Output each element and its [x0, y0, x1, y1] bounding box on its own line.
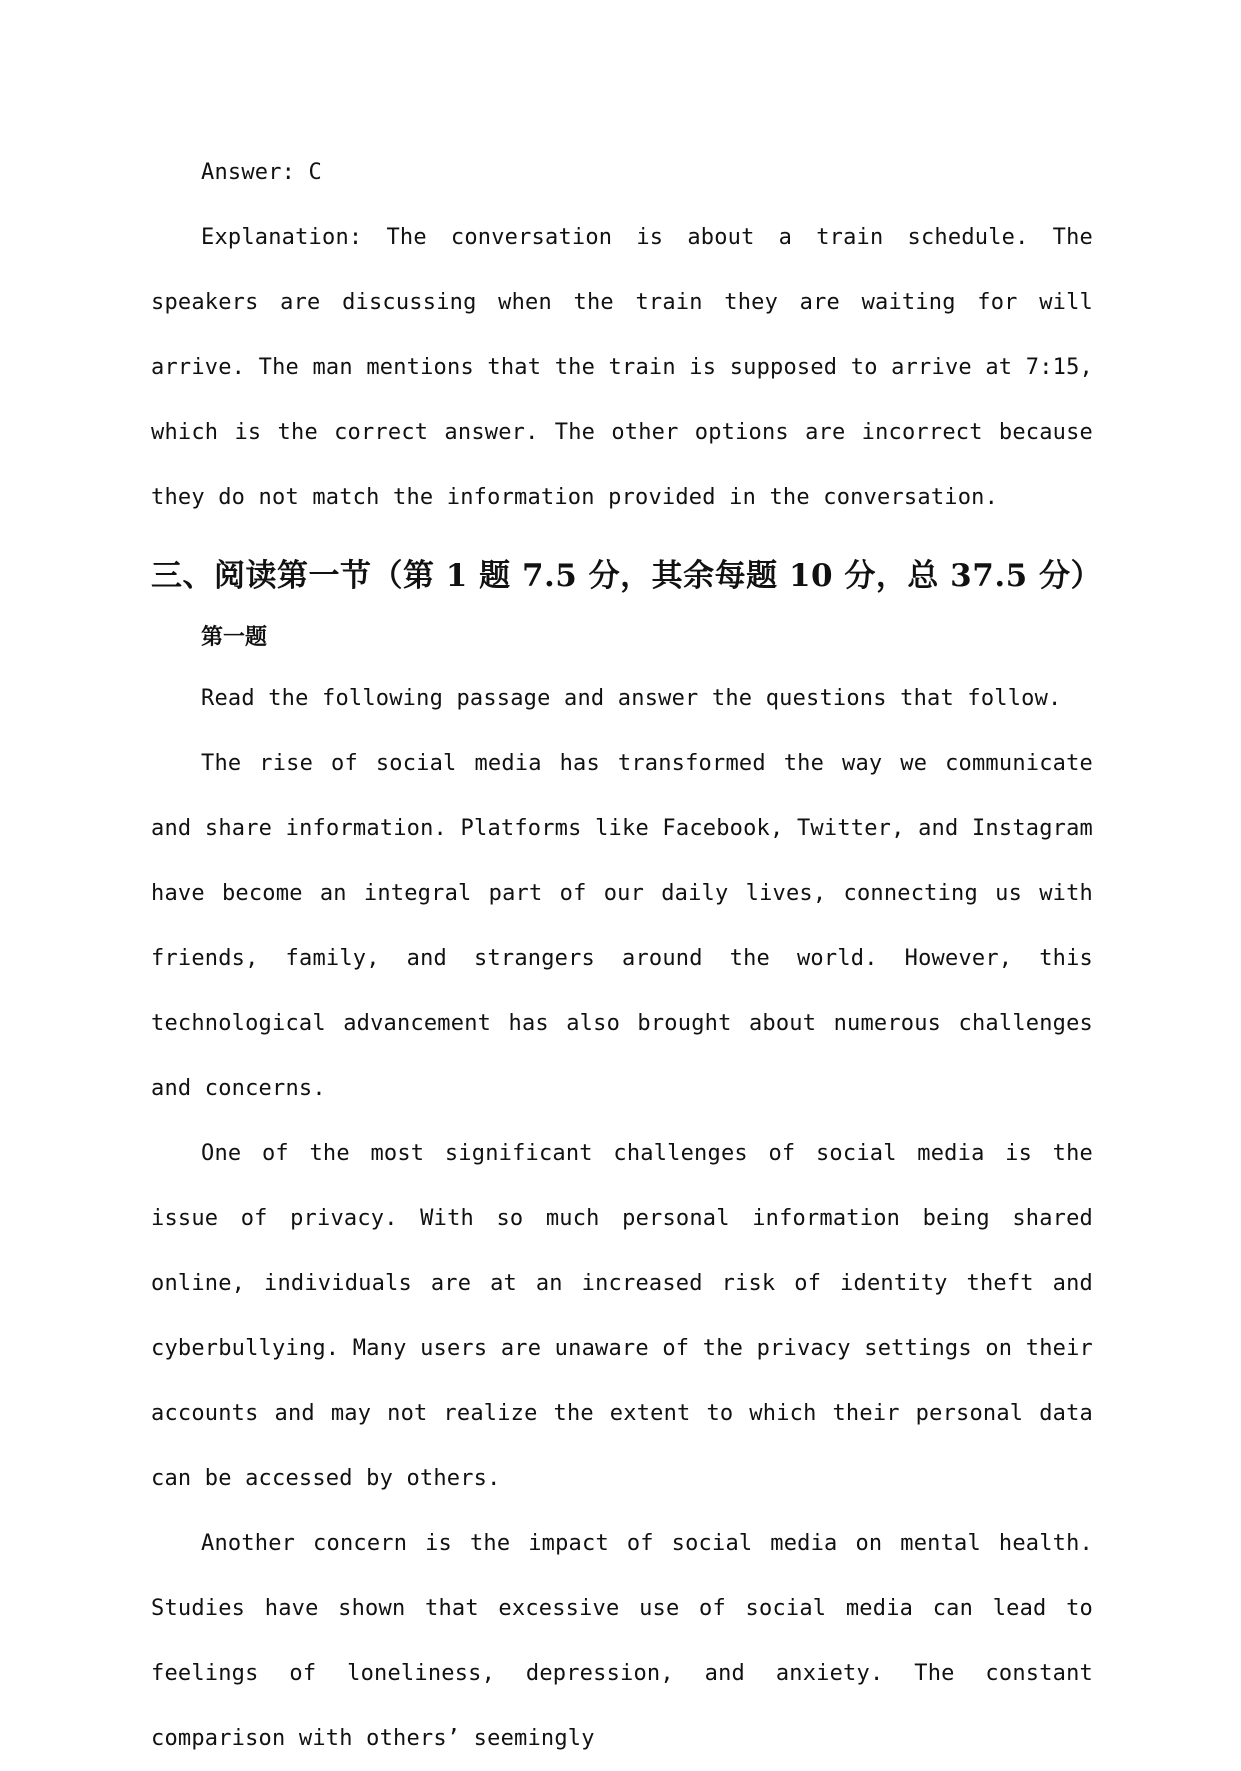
answer-line: Answer: C	[201, 160, 323, 185]
passage-paragraph-1: The rise of social media has transformed the way we communicate and share information. Platforms like Facebook, Twitter, and Instagram have become an integral part of our daily lives, connecting us with friends, family, and strangers around the world. However, this technological advancement has also brought about numerous challenges and concerns.	[151, 751, 1093, 1101]
explanation-paragraph: Explanation: The conversation is about a train schedule. The speakers are discussing when the train they are waiting for will arrive. The man mentions that the train is supposed to arrive at 7:15, which is the correct answer. The other options are incorrect because they do not match the information provided in the conversation.	[151, 225, 1093, 510]
passage-paragraph-2: One of the most significant challenges of social media is the issue of privacy. With so much personal information being shared online, individuals are at an increased risk of identity theft and cyberbullying. Many users are unaware of the privacy settings on their accounts and may not realize the extent to which their personal data can be accessed by others.	[151, 1141, 1093, 1491]
document-page	[151, 140, 1102, 1771]
section-heading: 三、阅读第一节（第 1 题 7.5 分，其余每题 10 分，总 37.5 分）	[151, 558, 1102, 594]
question-title: 第一题	[201, 625, 268, 650]
question-instruction: Read the following passage and answer the questions that follow.	[201, 686, 1062, 711]
passage-paragraph-3: Another concern is the impact of social media on mental health. Studies have shown that excessive use of social media can lead to feelings of loneliness, depression, and anxiety. The constant comparison with others’ seemingly	[151, 1531, 1093, 1751]
